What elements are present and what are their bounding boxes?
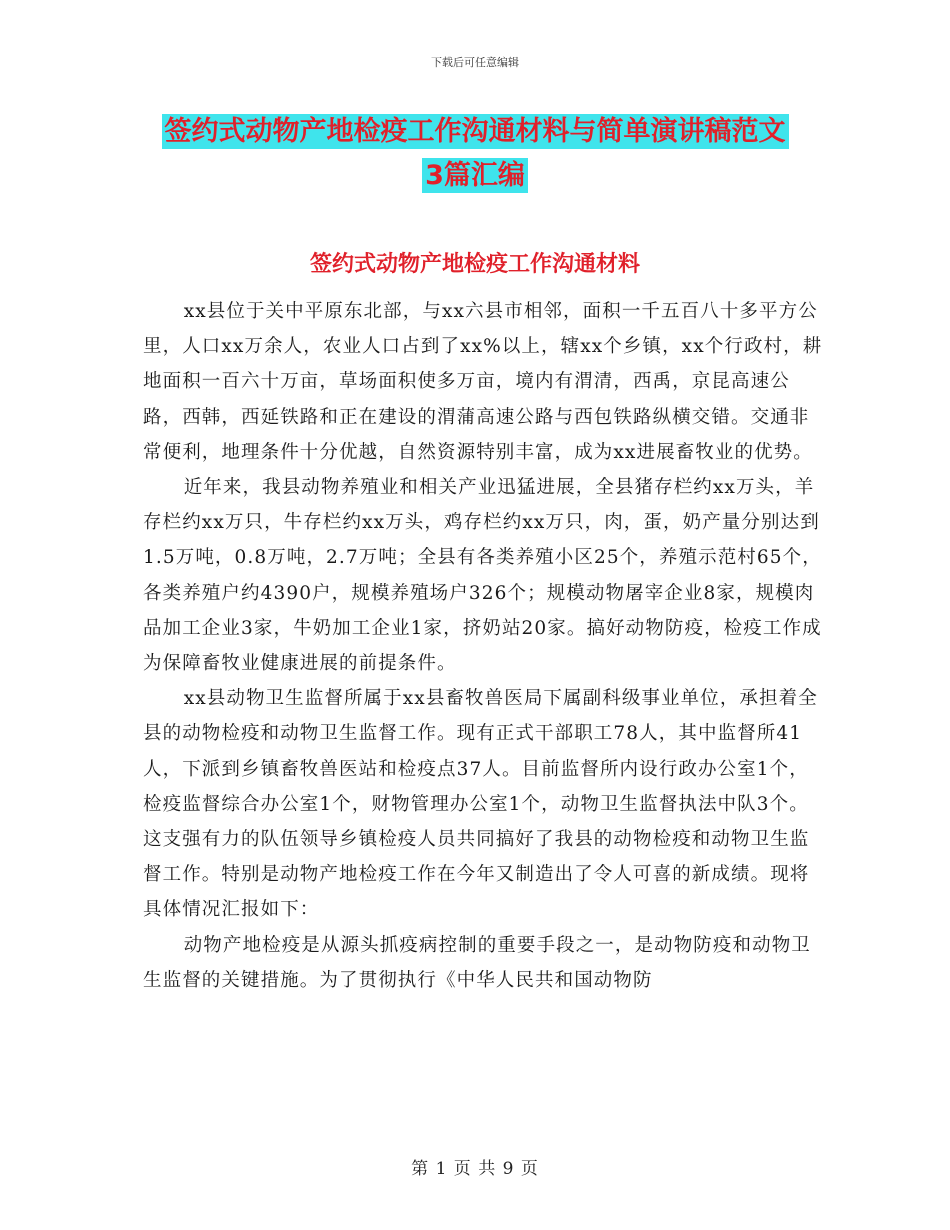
header-note: 下载后可任意编辑 <box>431 56 519 69</box>
document-title-line-2: 3篇汇编 <box>422 158 528 193</box>
paragraph: xx县位于关中平原东北部，与xx六县市相邻，面积一千五百八十多平方公里，人口xx万余人，农业人口占到了xx%以上，辖xx个乡镇，xx个行政村，耕地面积一百六十万亩，草场面积使多万亩，境内有渭清，西禹，京昆高速公路，西韩，西延铁路和正在建设的渭蒲高速公路与西包铁路纵横交错。交通非常便利，地理条件十分优越，自然资源特别丰富，成为xx进展畜牧业的优势。 <box>143 301 823 463</box>
page-number-footer: 第 1 页 共 9 页 <box>411 1159 539 1179</box>
paragraph: 动物产地检疫是从源头抓疫病控制的重要手段之一，是动物防疫和动物卫生监督的关键措施。为了贯彻执行《中华人民共和国动物防 <box>143 934 811 991</box>
section-title: 签约式动物产地检疫工作沟通材料 <box>309 252 640 277</box>
paragraph: xx县动物卫生监督所属于xx县畜牧兽医局下属副科级事业单位，承担着全县的动物检疫和动物卫生监督工作。现有正式干部职工78人，其中监督所41人，下派到乡镇畜牧兽医站和检疫点37人。目前监督所内设行政办公室1个，检疫监督综合办公室1个，财物管理办公室1个，动物卫生监督执法中队3个。这支强有力的队伍领导乡镇检疫人员共同搞好了我县的动物检疫和动物卫生监督工作。特别是动物产地检疫工作在今年又制造出了令人可喜的新成绩。现将具体情况汇报如下： <box>143 688 818 921</box>
document-title <box>0 110 950 198</box>
paragraph: 近年来，我县动物养殖业和相关产业迅猛进展，全县猪存栏约xx万头，羊存栏约xx万只，牛存栏约xx万头，鸡存栏约xx万只，肉，蛋，奶产量分别达到1.5万吨，0.8万吨，2.7万吨；全县有各类养殖小区25个，养殖示范村65个，各类养殖户约4390户，规模养殖场户326个；规模动物屠宰企业8家，规模肉品加工企业3家，牛奶加工企业1家，挤奶站20家。搞好动物防疫，检疫工作成为保障畜牧业健康进展的前提条件。 <box>143 477 822 675</box>
document-title-line-1: 签约式动物产地检疫工作沟通材料与简单演讲稿范文 <box>162 114 789 149</box>
document-body <box>143 294 823 998</box>
